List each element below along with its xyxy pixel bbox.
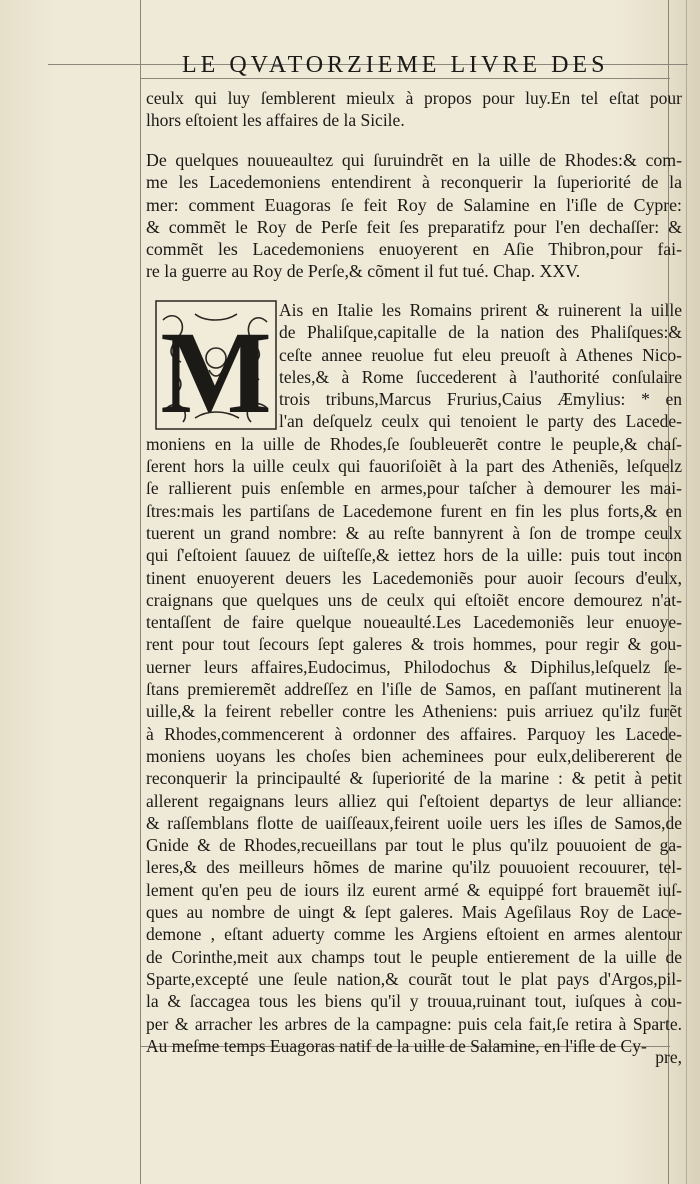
body-line-11: tuerent un grand nombre: & au reſte bannyrent à ſon de trompe ceulx [146, 522, 682, 543]
body-line-33: per & arracher les arbres de la campagne: puis cela fait,ſe retira à Sparte. [146, 1013, 682, 1034]
chapter-summary [146, 149, 682, 283]
body-line-9: ſe rallierent puis enſemble en armes,pour taſcher à demourer les mai- [146, 478, 682, 499]
body-line-28: ques au nombre de uingt & ſept galeres. Mais Ageſilaus Roy de Lace- [146, 902, 682, 923]
body-line-20: à Rhodes,commencerent à ordonner des affaires. Parquoy les Lacede- [146, 723, 682, 744]
body-line-6: l'an deſquelz ceulx qui tenoient le party des Lacede- [279, 411, 682, 432]
chapter-summary-line-3: mer: comment Euagoras ſe feit Roy de Salamine en l'iſle de Cypre: [146, 194, 682, 215]
body-line-8: ſerent hors la uille ceulx qui fauoriſoiẽt à la part des Atheniẽs, leſquelz [146, 456, 682, 477]
intro-paragraph [146, 87, 682, 132]
body-line-23: allerent regaignans leurs alliez qui ſ'eſtoient departys de leur alliance: [146, 790, 682, 811]
body-line-7: moniens en la uille de Rhodes,ſe ſoubleuerẽt contre le peuple,& chaſ- [146, 433, 682, 454]
page-rule-right-outer [686, 0, 687, 1184]
chapter-summary-line-6: re la guerre au Roy de Perſe,& cõment il fut tué. Chap. XXV. [146, 261, 581, 282]
body-line-5: trois tribuns,Marcus Frurius,Caius Æmylius: * en [279, 389, 682, 410]
body-line-27: lement qu'en peu de iours ilz eurent armé & equippé fort brauemẽt iuſ- [146, 879, 682, 900]
body-line-30: de Corinthe,meit aux champs tout le peuple entierement de la uille de [146, 946, 682, 967]
body-line-2: de Phaliſque,capitalle de la nation des Phaliſques:& [279, 322, 682, 343]
chapter-summary-line-5: commẽt les Lacedemoniens enuoyerent en Aſie Thibron,pour fai- [146, 239, 682, 260]
body-text [146, 299, 682, 1057]
body-line-32: la & ſaccagea tous les biens qu'il y trouua,ruinant tout, iuſques à cou- [146, 991, 682, 1012]
body-line-1: Ais en Italie les Romains prirent & ruinerent la uille [279, 300, 682, 320]
body-line-21: moniens uoyans les choſes bien acheminees pour eulx,delibererent de [146, 745, 682, 766]
intro-line-1: ceulx qui luy ſemblerent mieulx à propos pour luy.En tel eſtat pour [146, 88, 682, 108]
body-line-15: tentaſſent de faire quelque noueaulté.Les Lacedemoniẽs leur enuoye- [146, 612, 682, 633]
drop-cap-letter: M [160, 307, 272, 430]
chapter-summary-line-2: me les Lacedemoniens entendirent à reconquerir la ſuperiorité de la [146, 172, 682, 193]
body-line-14: craignans que quelques uns de ceulx qui eſtoiẽt encore demourez n'at- [146, 589, 682, 610]
body-line-24: & raſſemblans flotte de uaiſſeaux,feirent uoile uers les iſles de Samos,de [146, 812, 682, 833]
body-line-13: tinent enuoyerent deuers les Lacedemoniẽs pour auoir ſecours d'eulx, [146, 567, 682, 588]
body-line-16: rent pour tout ſecours ſept galeres & trois hommes, pour regir & gou- [146, 634, 682, 655]
body-line-26: leres,& des meilleurs hõmes de marine qu'ilz pouuoient recouurer, tel- [146, 857, 682, 878]
chapter-summary-line-1: De quelques nouueaultez qui ſuruindrẽt en la uille de Rhodes:& com- [146, 150, 682, 170]
body-line-22: reconquerir la principaulté & ſuperiorité de la marine : & petit à petit [146, 768, 682, 789]
body-line-18: ſtans premieremẽt addreſſez en l'iſle de Samos, en paſſant mutinerent la [146, 679, 682, 700]
body-line-3: ceſte annee reuolue fut eleu preuoſt à Athenes Nico- [279, 344, 682, 365]
body-line-34: Au meſme temps Euagoras natif de la uille de Salamine, en l'iſle de Cy- [146, 1035, 647, 1056]
catchword: pre, [655, 1047, 682, 1067]
body-line-31: Sparte,excepté une ſeule nation,& courãt tout le plat pays d'Argos,pil- [146, 968, 682, 989]
body-line-25: Gnide & de Rhodes,recueillans par tout le plus qu'ilz pouuoient de ga- [146, 835, 682, 856]
running-head: LE QVATORZIEME LIVRE DES [182, 52, 609, 78]
body-line-29: demone , eſtant aduerty comme les Argiens eſtoient en armes alentour [146, 924, 682, 945]
intro-line-2: lhors eſtoient les affaires de la Sicile. [146, 110, 405, 131]
body-line-12: qui ſ'eſtoient ſauuez de uiſteſſe,& iettez hors de la uille: puis tout incon [146, 545, 682, 566]
body-line-19: uille,& la feirent rebeller contre les Atheniens: puis arriuez qu'ilz furẽt [146, 701, 682, 722]
page-rule-left [140, 0, 141, 1184]
body-line-10: ſtres:mais les partiſans de Lacedemone furent en fin les plus forts,& en [146, 500, 682, 521]
chapter-summary-line-4: & commẽt le Roy de Perſe feit ſes preparatifz pour l'en dechaſſer: & [146, 216, 682, 237]
body-line-4: teles,& à Rome ſuccederent à l'authorité conſulaire [279, 366, 682, 387]
body-line-17: uerner leurs affaires,Eudocimus, Philodochus & Diphilus,leſquelz ſe- [146, 656, 682, 677]
